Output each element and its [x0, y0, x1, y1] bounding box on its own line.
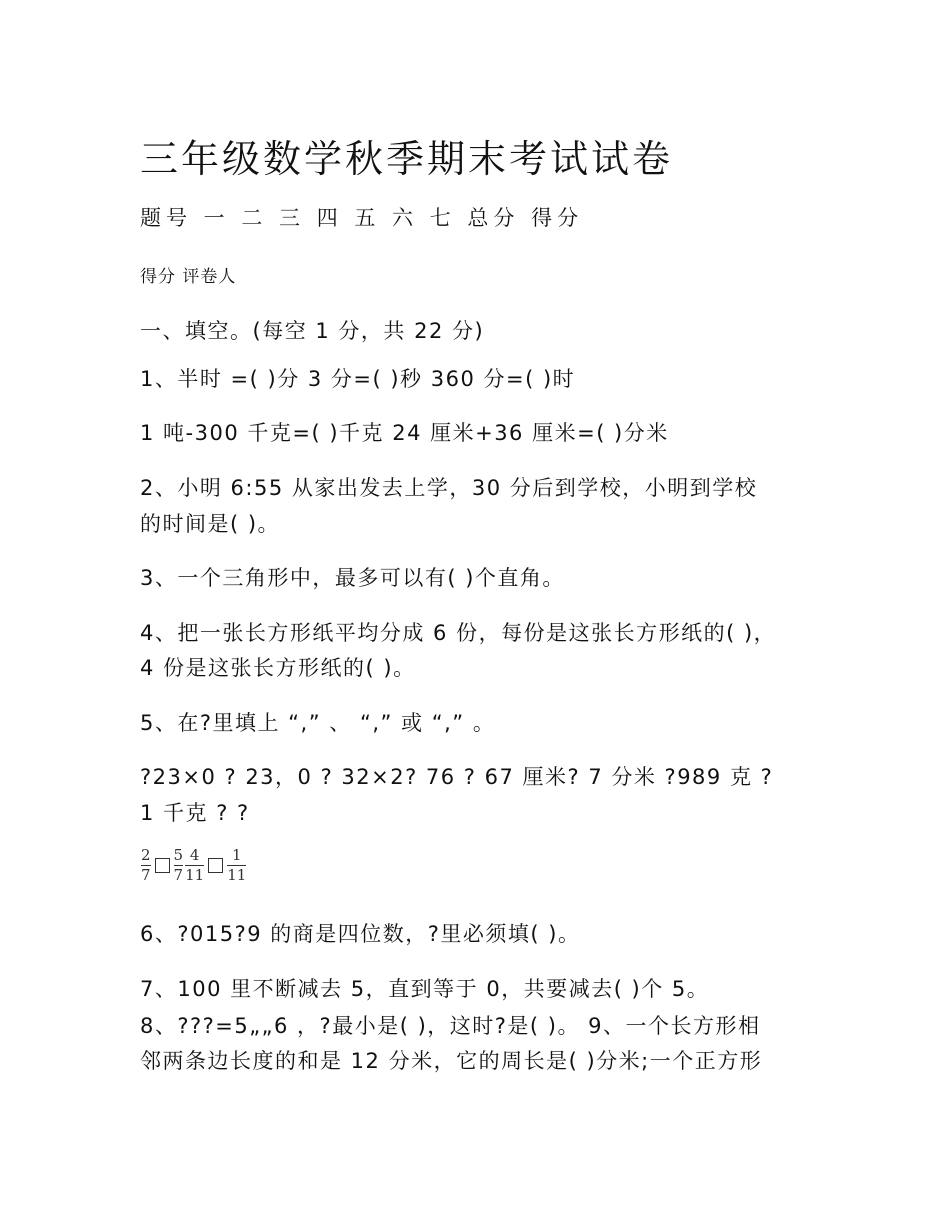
question-line: 6、?015?9 的商是四位数，?里必须填( )。 — [140, 922, 581, 946]
question-line: 的时间是( )。 — [140, 512, 281, 536]
question-line: ?23×0 ? 23，0 ? 32×2? 76 ? 67 厘米? 7 分米 ?989 克 ? — [140, 765, 774, 789]
question-line: 1 千克 ? ? — [140, 801, 250, 825]
grader-row: 得分 评卷人 — [140, 267, 237, 287]
question-line: 5、在?里填上 “,” 、 “,” 或 “,” 。 — [140, 711, 496, 735]
denominator: 11 — [185, 865, 205, 884]
answer-box — [208, 858, 223, 873]
denominator: 7 — [141, 865, 151, 884]
question-line: 4 份是这张长方形纸的( )。 — [140, 656, 416, 680]
fraction — [227, 847, 246, 884]
numerator: 2 — [141, 845, 151, 864]
score-table-header: 题号 一 二 三 四 五 六 七 总分 得分 — [140, 206, 584, 230]
fraction — [141, 847, 151, 884]
denominator: 7 — [173, 865, 184, 884]
question-line: 邻两条边长度的和是 12 分米，它的周长是( )分米;一个正方形 — [140, 1049, 763, 1073]
fraction — [185, 847, 204, 884]
answer-box — [155, 858, 170, 873]
numerator: 5 — [173, 845, 184, 864]
question-line: 7、100 里不断减去 5，直到等于 0，共要减去( )个 5。 — [140, 977, 710, 1001]
question-line: 8、???=5„„6 ，?最小是( )，这时?是( )。 9、一个长方形相 — [140, 1014, 761, 1038]
fraction-comparison-image — [140, 842, 247, 888]
question-line: 1、半时 =( )分 3 分=( )秒 360 分=( )时 — [140, 367, 576, 391]
question-line: 4、把一张长方形纸平均分成 6 份，每份是这张长方形纸的( )， — [140, 621, 777, 645]
numerator: 4 — [189, 845, 200, 864]
page-title: 三年级数学秋季期末考试试卷 — [140, 137, 674, 181]
fraction — [174, 847, 184, 884]
numerator: 1 — [231, 845, 242, 864]
question-line: 2、小明 6:55 从家出发去上学，30 分后到学校，小明到学校 — [140, 476, 758, 500]
question-line: 3、一个三角形中，最多可以有( )个直角。 — [140, 566, 565, 590]
denominator: 11 — [227, 865, 247, 884]
question-line: 1 吨-300 千克=( )千克 24 厘米+36 厘米=( )分米 — [140, 421, 669, 445]
section-heading: 一、填空。(每空 1 分，共 22 分) — [140, 319, 485, 343]
